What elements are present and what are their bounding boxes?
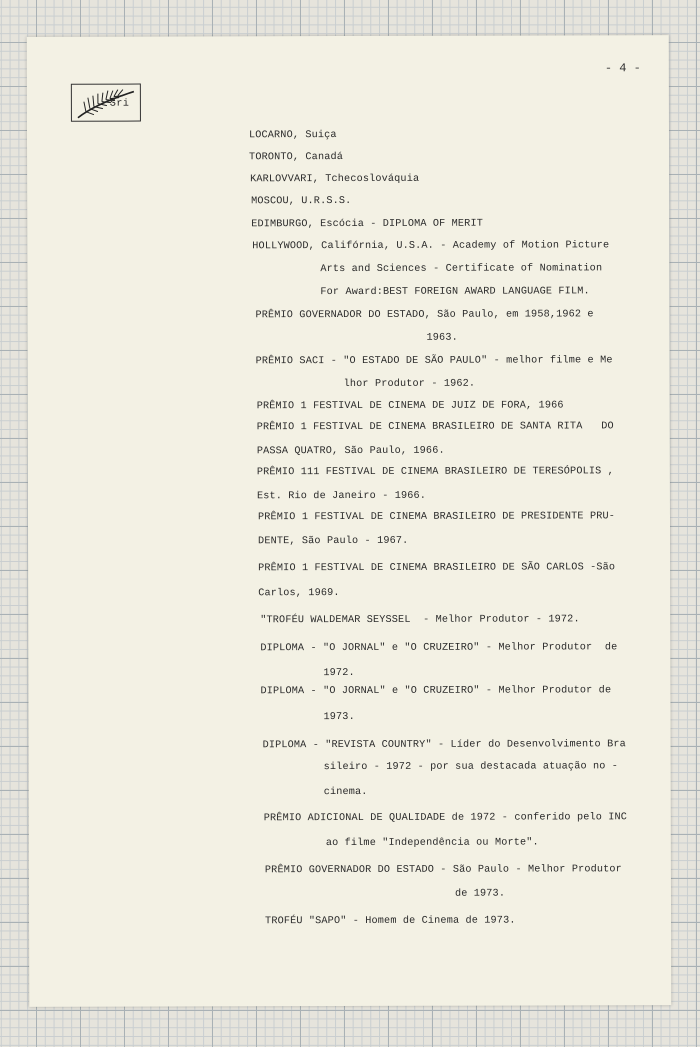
- entry-governador-1958-line-2: 1963.: [426, 332, 458, 344]
- entry-sao-carlos-line-1: PRÊMIO 1 FESTIVAL DE CINEMA BRASILEIRO DE SÃO CARLOS -São: [258, 562, 616, 575]
- entry-hollywood-line-3: For Award:BEST FOREIGN AWARD LANGUAGE FILM.: [320, 286, 590, 299]
- entry-adicional-line-1: PRÊMIO ADICIONAL DE QUALIDADE de 1972 - conferido pelo INC: [263, 812, 628, 825]
- entry-toronto-line-1: TORONTO, Canadá: [249, 152, 344, 164]
- entry-santa-rita-line-1: PRÊMIO 1 FESTIVAL DE CINEMA BRASILEIRO DE SANTA RITA DO: [256, 421, 614, 434]
- entry-diploma-1972-line-1: DIPLOMA - "O JORNAL" e "O CRUZEIRO" - Melhor Produtor de: [260, 642, 618, 655]
- entry-sao-carlos-line-2: Carlos, 1969.: [258, 588, 340, 600]
- page-number: - 4 -: [604, 61, 641, 76]
- entry-revista-country-line-2: sileiro - 1972 - por sua destacada atuação no -: [323, 761, 619, 774]
- entry-edimburgo-line-1: EDIMBURGO, Escócia - DIPLOMA OF MERIT: [251, 218, 483, 231]
- entry-teresopolis-line-1: PRÊMIO 111 FESTIVAL DE CINEMA BRASILEIRO DE TERESÓPOLIS ,: [256, 466, 614, 479]
- entry-hollywood-line-1: HOLLYWOOD, Califórnia, U.S.A. - Academy of Motion Picture: [252, 240, 610, 253]
- entry-locarno-line-1: LOCARNO, Suiça: [248, 130, 337, 142]
- entry-sapo-line-1: TROFÉU "SAPO" - Homem de Cinema de 1973.: [265, 915, 516, 928]
- entry-moscou-line-1: MOSCOU, U.R.S.S.: [251, 195, 352, 208]
- entry-teresopolis-line-2: Est. Rio de Janeiro - 1966.: [256, 490, 427, 503]
- entry-presidente-prudente-line-1: PRÊMIO 1 FESTIVAL DE CINEMA BRASILEIRO DE PRESIDENTE PRU-: [257, 511, 616, 524]
- entry-presidente-prudente-line-2: DENTE, São Paulo - 1967.: [258, 535, 409, 548]
- entry-diploma-1973-line-2: 1973.: [323, 711, 355, 724]
- entry-saci-line-2: lhor Produtor - 1962.: [343, 378, 476, 391]
- entry-governador-1973-line-1: PRÊMIO GOVERNADOR DO ESTADO - São Paulo - Melhor Produtor: [264, 864, 622, 877]
- entry-santa-rita-line-2: PASSA QUATRO, São Paulo, 1966.: [256, 445, 445, 458]
- awards-list: [27, 35, 672, 1007]
- entry-revista-country-line-3: cinema.: [323, 786, 368, 799]
- entry-adicional-line-2: ao filme "Independência ou Morte".: [325, 837, 539, 850]
- entry-hollywood-line-2: Arts and Sciences - Certificate of Nomination: [320, 263, 603, 276]
- entry-saci-line-1: PRÊMIO SACI - "O ESTADO DE SÃO PAULO" - melhor filme e Me: [255, 355, 613, 368]
- entry-governador-1973-line-2: de 1973.: [454, 888, 506, 900]
- logo-text: Sri: [109, 98, 130, 110]
- entry-governador-1958-line-1: PRÊMIO GOVERNADOR DO ESTADO, São Paulo, em 1958,1962 e: [255, 309, 594, 322]
- entry-diploma-1973-line-1: DIPLOMA - "O JORNAL" e "O CRUZEIRO" - Melhor Produtor de: [260, 685, 612, 698]
- document-page: [27, 35, 672, 1007]
- entry-karlovvari-line-1: KARLOVVARI, Tchecoslováquia: [250, 173, 420, 186]
- entry-diploma-1972-line-2: 1972.: [323, 667, 355, 680]
- entry-revista-country-line-1: DIPLOMA - "REVISTA COUNTRY" - Líder do Desenvolvimento Bra: [262, 739, 626, 752]
- entry-juiz-de-fora-line-1: PRÊMIO 1 FESTIVAL DE CINEMA DE JUIZ DE FORA, 1966: [256, 400, 564, 413]
- entry-seyssel-line-1: "TROFÉU WALDEMAR SEYSSEL - Melhor Produtor - 1972.: [260, 614, 580, 627]
